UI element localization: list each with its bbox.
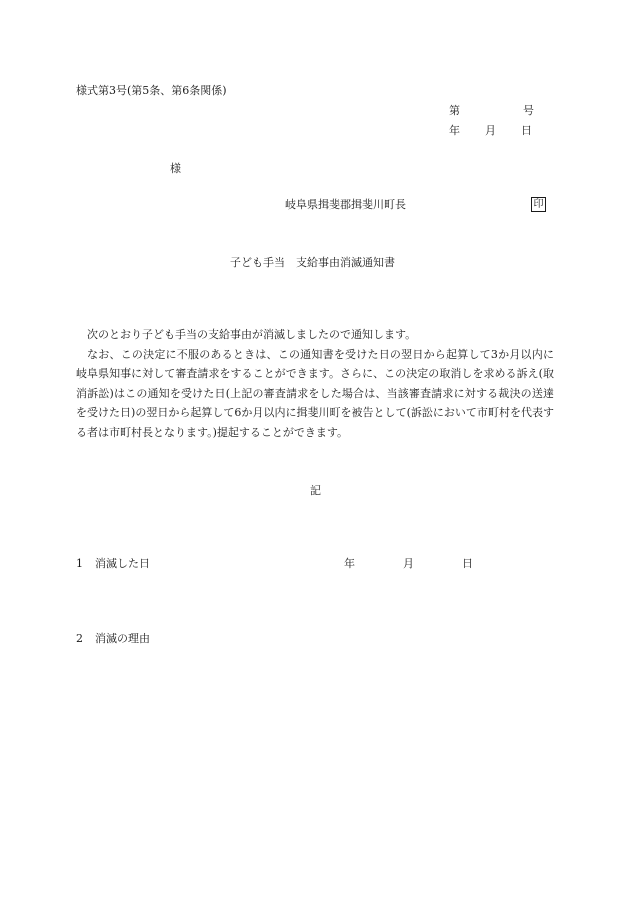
item-label: 消滅した日 xyxy=(95,557,150,570)
notice-body xyxy=(76,325,554,442)
document-date-year: 年 xyxy=(449,124,460,137)
document-date-day: 日 xyxy=(521,124,532,137)
item-date-day: 日 xyxy=(462,557,473,570)
item-number: 2 xyxy=(76,632,83,645)
item-label: 消滅の理由 xyxy=(95,632,150,645)
document-date-month: 月 xyxy=(485,124,496,137)
form-number-label: 様式第3号(第5条、第6条関係) xyxy=(76,84,227,97)
item-number: 1 xyxy=(76,557,83,570)
document-title: 子ども手当 支給事由消滅通知書 xyxy=(230,256,395,269)
seal-mark: 印 xyxy=(531,197,546,212)
item-date-month: 月 xyxy=(403,557,414,570)
notice-paragraph-1: 次のとおり子ども手当の支給事由が消滅しましたので通知します。 xyxy=(87,328,417,341)
item-date-year: 年 xyxy=(344,557,355,570)
document-number-prefix: 第 xyxy=(449,104,460,117)
addressee-honorific: 様 xyxy=(170,162,181,175)
document-number-suffix: 号 xyxy=(523,104,534,117)
issuer-name: 岐阜県揖斐郡揖斐川町長 xyxy=(285,198,406,211)
note-mark: 記 xyxy=(310,484,321,497)
notice-paragraph-2: なお、この決定に不服のあるときは、この通知書を受けた日の翌日から起算して3か月以内に岐阜県知事に対して審査請求をすることができます。さらに、この決定の取消しを求める訴え(取消訴訟)はこの通知を受けた日(上記の審査請求をした場合は、当該審査請求に対する裁決の送達を受けた日)の翌日から起算して6か月以内に揖斐川町を被告として(訴訟において市町村を代表する者は市町村長となります。)提起することができます。 xyxy=(76,347,554,439)
